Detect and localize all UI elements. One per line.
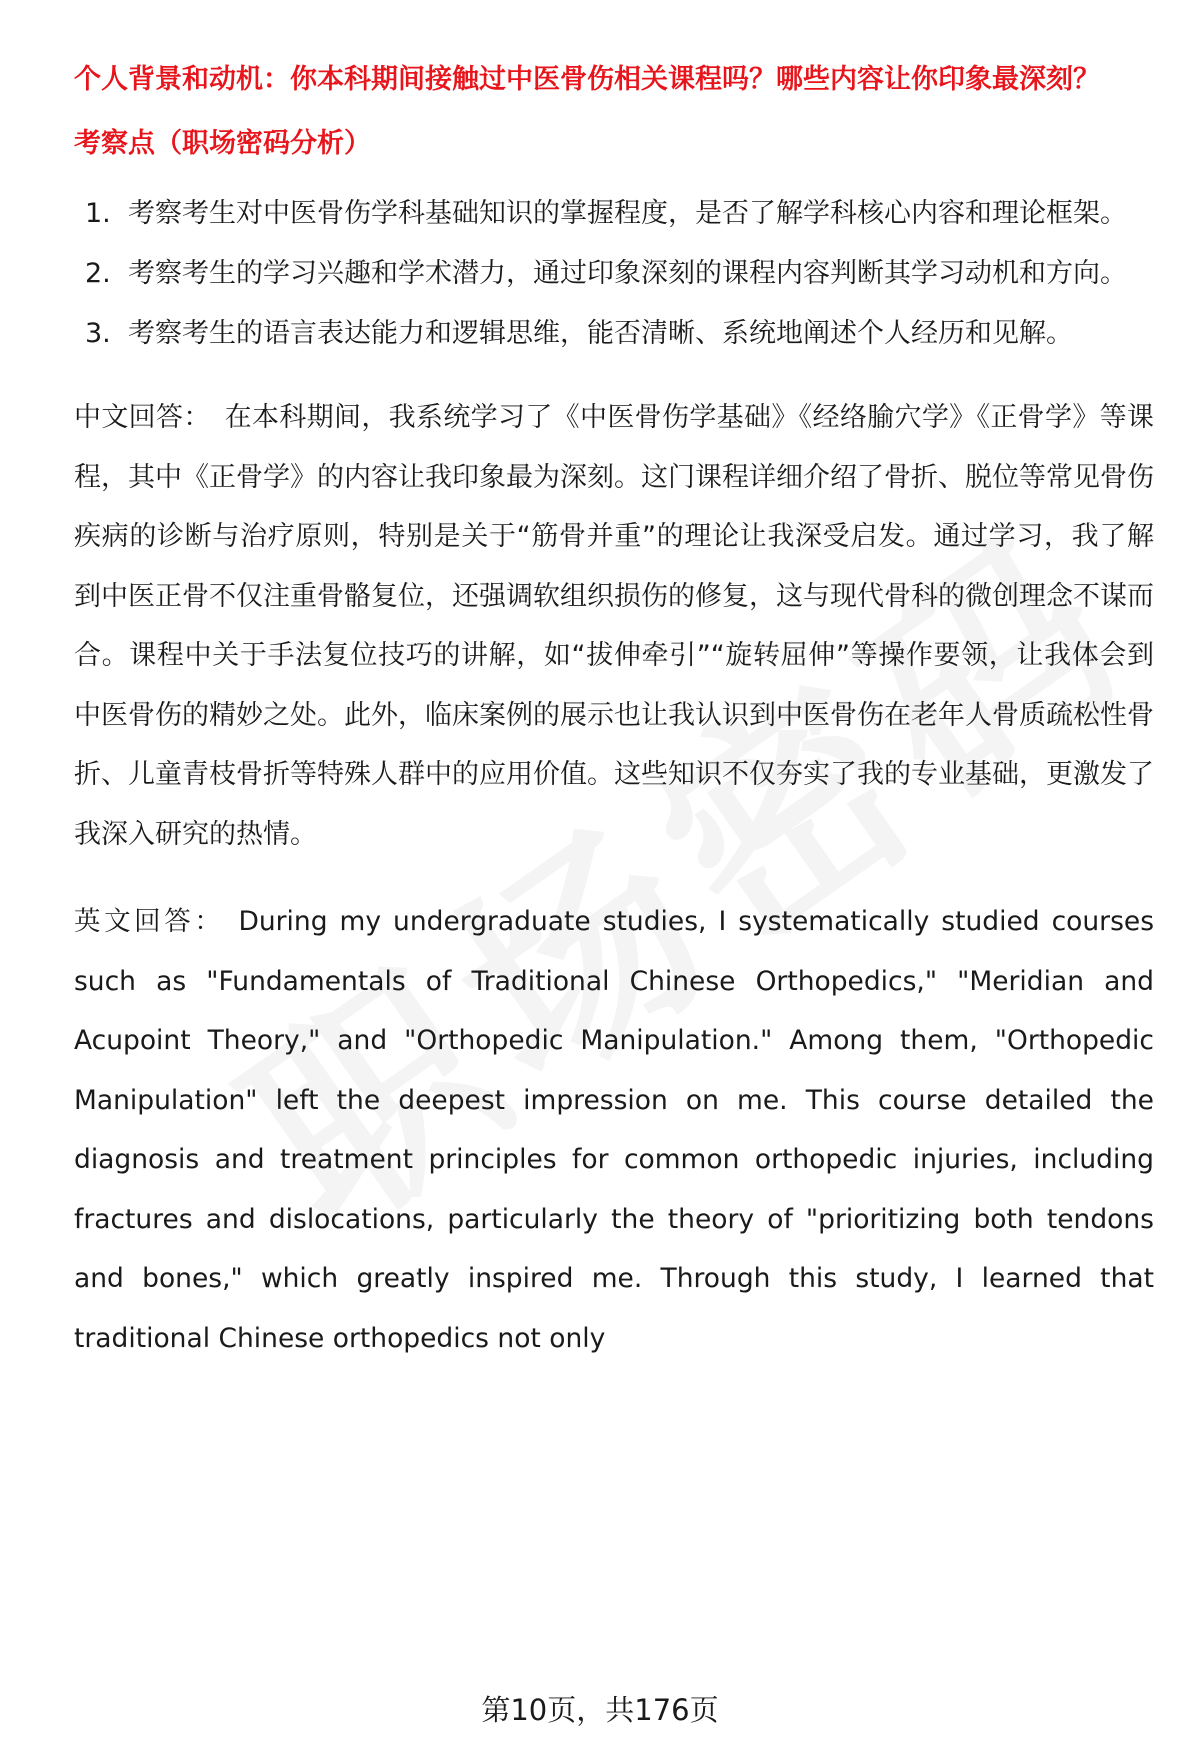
list-number: 2. [85,258,111,289]
english-answer-label: 英文回答： [74,906,225,937]
list-item [74,304,1154,364]
chinese-answer [74,388,1154,864]
question-heading: 个人背景和动机：你本科期间接触过中医骨伤相关课程吗？哪些内容让你印象最深刻？ [74,64,1100,95]
content [74,58,1154,1368]
english-answer [74,892,1154,1368]
list-text: 考察考生对中医骨伤学科基础知识的掌握程度，是否了解学科核心内容和理论框架。 [128,198,1127,229]
list-item [74,244,1154,304]
chinese-answer-label: 中文回答： [74,402,211,433]
english-answer-text: During my undergraduate studies, I systematically studied courses such as "Fundamentals of Traditional Chinese Orthopedics," "Meridian and Acupoint Theory," and "Orthopedic Manipulation." Among them, "Orthopedic Manipulation" left the deepest impression on me. This course detailed the diagnosis and treatment principles for common orthopedic injuries, including fractures and dislocations, particularly the theory of "prioritizing both tendons and bones," which greatly inspired me. Through this study, I learned that traditional Chinese orthopedics not only [74,906,1154,1354]
points-list [74,184,1154,364]
list-text: 考察考生的学习兴趣和学术潜力，通过印象深刻的课程内容判断其学习动机和方向。 [128,258,1127,289]
chinese-answer-text: 在本科期间，我系统学习了《中医骨伤学基础》《经络腧穴学》《正骨学》等课程，其中《正骨学》的内容让我印象最为深刻。这门课程详细介绍了骨折、脱位等常见骨伤疾病的诊断与治疗原则，特别是关于“筋骨并重”的理论让我深受启发。通过学习，我了解到中医正骨不仅注重骨骼复位，还强调软组织损伤的修复，这与现代骨科的微创理念不谋而合。课程中关于手法复位技巧的讲解，如“拔伸牵引”“旋转屈伸”等操作要领，让我体会到中医骨伤的精妙之处。此外，临床案例的展示也让我认识到中医骨伤在老年人骨质疏松性骨折、儿童青枝骨折等特殊人群中的应用价值。这些知识不仅夯实了我的专业基础，更激发了我深入研究的热情。 [74,402,1155,850]
list-item [74,184,1154,244]
section-title: 考察点（职场密码分析） [74,128,371,159]
list-number: 3. [85,318,111,349]
list-text: 考察考生的语言表达能力和逻辑思维，能否清晰、系统地阐述个人经历和见解。 [128,318,1073,349]
page-footer: 第10页，共176页 [481,1693,719,1727]
list-number: 1. [85,198,111,229]
